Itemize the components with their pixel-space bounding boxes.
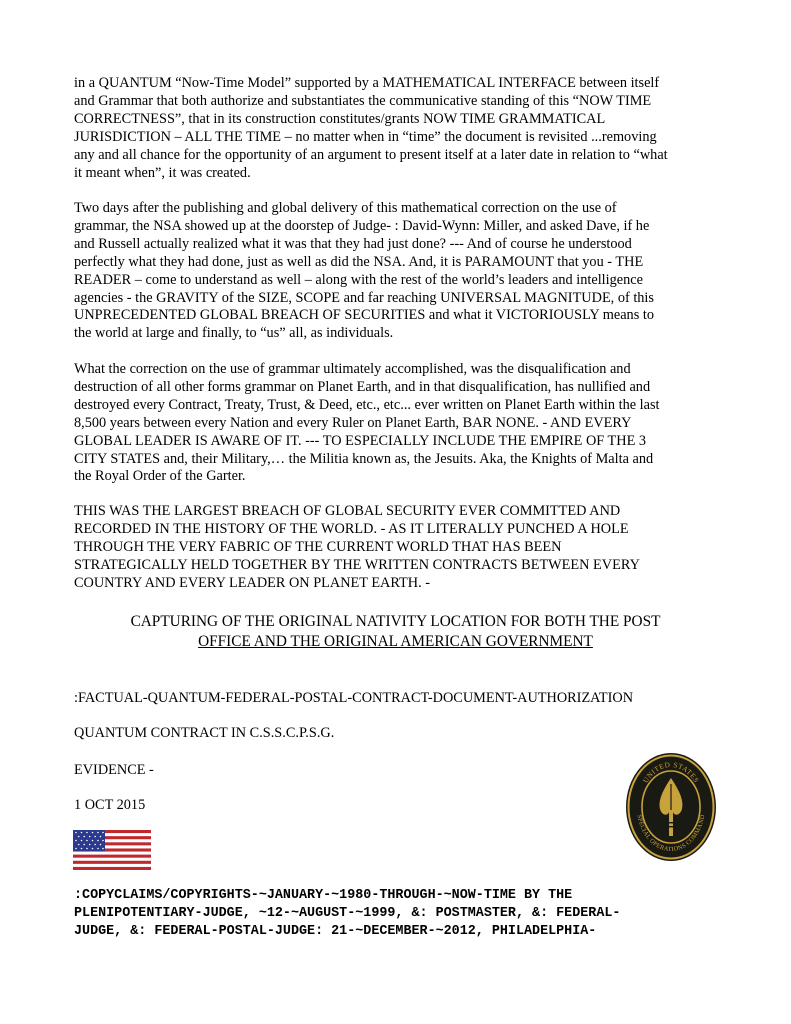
svg-text:UNITED STATES: UNITED STATES xyxy=(641,760,701,785)
text-line: agencies - the GRAVITY of the SIZE, SCOPE and far reaching UNIVERSAL MAGNITUDE, of this xyxy=(74,289,654,306)
heading-line: CAPTURING OF THE ORIGINAL NATIVITY LOCATION FOR BOTH THE POST xyxy=(130,613,661,630)
special-operations-command-seal-icon xyxy=(625,752,717,862)
text-line: What the correction on the use of grammar ultimately accomplished, was the disqualification and xyxy=(74,361,631,377)
text-line: THIS WAS THE LARGEST BREACH OF GLOBAL SECURITY EVER COMMITTED AND xyxy=(74,503,621,519)
paragraph-grammar-correction xyxy=(74,361,724,486)
section-heading xyxy=(60,612,731,652)
copyclaims-block xyxy=(74,887,734,941)
text-line: UNPRECEDENTED GLOBAL BREACH OF SECURITIES and what it VICTORIOUSLY means to xyxy=(74,307,654,324)
text-line: destruction of all other forms grammar on Planet Earth, and in that disqualification, has nullified and xyxy=(74,378,651,395)
copyclaims-line: JUDGE, &: FEDERAL-POSTAL-JUDGE: 21-~DECEMBER-~2012, PHILADELPHIA- xyxy=(74,924,597,939)
svg-text:SPECIAL OPERATIONS COMMAND: SPECIAL OPERATIONS COMMAND xyxy=(635,814,707,854)
evidence-label: EVIDENCE - xyxy=(74,762,154,778)
paragraph-nsa-visit xyxy=(74,200,724,343)
text-line: the world at large and finally, to “us” all, as individuals. xyxy=(74,325,394,342)
text-line: and Russell actually realized what it was that they had just done? --- And of course he understood xyxy=(74,235,632,252)
text-line: any and all chance for the opportunity of an argument to present itself at a later date in relation to “what xyxy=(74,146,668,163)
authorization-line: :FACTUAL-QUANTUM-FEDERAL-POSTAL-CONTRACT-DOCUMENT-AUTHORIZATION xyxy=(74,690,634,706)
text-line: 8,500 years between every Nation and every Ruler on Planet Earth, BAR NONE. - AND EVERY xyxy=(74,414,632,431)
text-line: the Royal Order of the Garter. xyxy=(74,468,246,485)
heading-line-underlined: OFFICE AND THE ORIGINAL AMERICAN GOVERNMENT xyxy=(198,633,593,650)
paragraph-largest-breach xyxy=(74,503,724,593)
text-line: destroyed every Contract, Treaty, Trust, & Deed, etc., etc... ever written on Planet Earth within the last xyxy=(74,396,660,413)
copyclaims-line: :COPYCLAIMS/COPYRIGHTS-~JANUARY-~1980-THROUGH-~NOW-TIME BY THE xyxy=(74,888,573,903)
document-date: 1 OCT 2015 xyxy=(74,797,146,813)
copyclaims-line: PLENIPOTENTIARY-JUDGE, ~12-~AUGUST-~1999, &: POSTMASTER, &: FEDERAL- xyxy=(74,906,621,921)
us-flag-icon xyxy=(73,830,151,870)
text-line: grammar, the NSA showed up at the doorstep of Judge- : David-Wynn: Miller, and asked Dave, if he xyxy=(74,217,650,234)
text-line: READER – come to understand as well – along with the rest of the world’s leaders and intelligence xyxy=(74,271,643,288)
text-line: and Grammar that both authorize and substantiates the communicative standing of this “NOW TIME xyxy=(74,92,652,109)
text-line: perfectly what they had done, just as well as did the NSA. And, it is PARAMOUNT that you - THE xyxy=(74,253,644,270)
text-line: Two days after the publishing and global delivery of this mathematical correction on the use of xyxy=(74,200,617,216)
text-line: COUNTRY AND EVERY LEADER ON PLANET EARTH. - xyxy=(74,574,431,591)
text-line: CORRECTNESS”, that in its construction constitutes/grants NOW TIME GRAMMATICAL xyxy=(74,110,606,127)
text-line: RECORDED IN THE HISTORY OF THE WORLD. - AS IT LITERALLY PUNCHED A HOLE xyxy=(74,520,629,537)
text-line: it meant when”, it was created. xyxy=(74,164,251,181)
text-line: GLOBAL LEADER IS AWARE OF IT. --- TO ESPECIALLY INCLUDE THE EMPIRE OF THE 3 xyxy=(74,432,647,449)
text-line: CITY STATES and, their Military,… the Militia known as, the Jesuits. Aka, the Knights of Malta and xyxy=(74,450,654,467)
text-line: STRATEGICALLY HELD TOGETHER BY THE WRITTEN CONTRACTS BETWEEN EVERY xyxy=(74,556,640,573)
quantum-contract-line: QUANTUM CONTRACT IN C.S.S.C.P.S.G. xyxy=(74,725,335,741)
text-line: JURISDICTION – ALL THE TIME – no matter when in “time” the document is revisited ...removing xyxy=(74,128,657,145)
text-line: THROUGH THE VERY FABRIC OF THE CURRENT WORLD THAT HAS BEEN xyxy=(74,538,562,555)
text-line: in a QUANTUM “Now-Time Model” supported by a MATHEMATICAL INTERFACE between itself xyxy=(74,75,660,91)
paragraph-quantum-model xyxy=(74,75,724,182)
